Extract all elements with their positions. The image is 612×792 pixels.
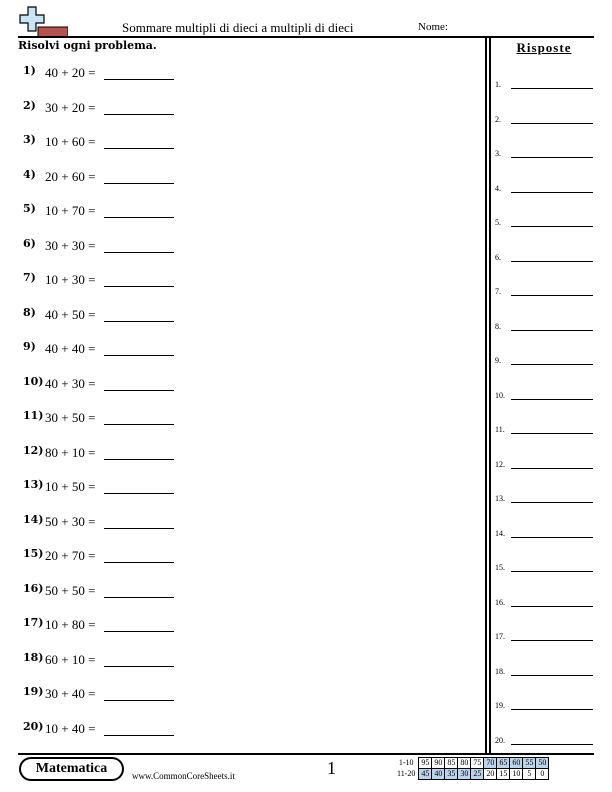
problem-expression: 10 + 80 = bbox=[45, 617, 96, 632]
problem-number: 19) bbox=[23, 685, 44, 698]
score-cell: 10 bbox=[510, 769, 523, 780]
answer-item bbox=[495, 734, 595, 750]
column-divider bbox=[489, 37, 491, 753]
answer-blank[interactable] bbox=[104, 252, 174, 253]
answer-number: 6. bbox=[495, 252, 501, 262]
answer-item bbox=[495, 596, 595, 612]
answer-number: 1. bbox=[495, 80, 501, 89]
answer-blank[interactable] bbox=[104, 79, 174, 80]
answer-blank[interactable] bbox=[104, 217, 174, 218]
score-cell: 5 bbox=[523, 769, 536, 780]
problem-number: 4) bbox=[23, 167, 36, 181]
problem-item bbox=[18, 64, 218, 84]
answer-blank[interactable] bbox=[104, 114, 174, 115]
score-cell: 85 bbox=[445, 758, 458, 769]
score-cell: 80 bbox=[458, 758, 471, 769]
answer-line[interactable] bbox=[511, 433, 593, 434]
answer-item bbox=[495, 699, 595, 715]
problem-number: 6) bbox=[23, 236, 36, 250]
answer-number: 10. bbox=[495, 390, 505, 400]
site-url: www.CommonCoreSheets.it bbox=[132, 771, 235, 781]
score-cell: 65 bbox=[497, 758, 510, 769]
answer-blank[interactable] bbox=[104, 528, 174, 529]
answer-number: 16. bbox=[495, 597, 505, 607]
problem-expression: 20 + 60 = bbox=[45, 168, 96, 184]
answer-number: 9. bbox=[495, 356, 501, 365]
problem-number: 7) bbox=[23, 271, 36, 284]
problem-number: 2) bbox=[23, 98, 36, 112]
score-cell: 75 bbox=[471, 758, 484, 769]
problem-expression: 50 + 50 = bbox=[45, 582, 96, 598]
score-cell: 70 bbox=[484, 758, 497, 769]
answer-item bbox=[495, 389, 595, 405]
answer-item bbox=[495, 320, 595, 336]
answer-item bbox=[495, 216, 595, 232]
problem-number: 8) bbox=[23, 305, 36, 319]
problem-expression: 10 + 70 = bbox=[45, 203, 96, 218]
answer-blank[interactable] bbox=[104, 631, 174, 632]
problem-item bbox=[18, 133, 218, 153]
answer-item bbox=[495, 113, 595, 129]
worksheet-title: Sommare multipli di dieci a multipli di dieci bbox=[122, 20, 354, 35]
brand-label: Matematica bbox=[21, 759, 122, 779]
answer-line[interactable] bbox=[511, 744, 593, 745]
answer-line[interactable] bbox=[511, 502, 593, 503]
score-cell: 50 bbox=[536, 758, 549, 769]
answers-title: Risposte bbox=[516, 40, 572, 55]
answer-line[interactable] bbox=[511, 571, 593, 572]
problem-item bbox=[18, 271, 218, 291]
answer-number: 7. bbox=[495, 287, 501, 296]
brand-badge bbox=[19, 757, 124, 781]
problem-number: 9) bbox=[23, 340, 36, 353]
problem-expression: 30 + 40 = bbox=[45, 686, 96, 701]
problem-item bbox=[18, 237, 218, 257]
answer-blank[interactable] bbox=[104, 286, 174, 287]
problem-expression: 10 + 30 = bbox=[45, 272, 96, 287]
problem-item bbox=[18, 168, 218, 188]
answer-blank[interactable] bbox=[104, 355, 174, 356]
answer-number: 5. bbox=[495, 218, 501, 227]
problem-number: 14) bbox=[23, 512, 44, 526]
problem-expression: 10 + 50 = bbox=[45, 479, 96, 494]
problem-number: 12) bbox=[23, 443, 44, 457]
footer-divider bbox=[18, 753, 594, 755]
answer-number: 4. bbox=[495, 183, 501, 193]
problem-expression: 10 + 40 = bbox=[45, 720, 96, 736]
answer-number: 20. bbox=[495, 735, 505, 745]
problem-item bbox=[18, 409, 218, 429]
score-cell: 0 bbox=[536, 769, 549, 780]
answer-blank[interactable] bbox=[104, 493, 174, 494]
name-label: Nome: bbox=[418, 21, 448, 33]
problem-item bbox=[18, 478, 218, 498]
answer-blank[interactable] bbox=[104, 735, 174, 736]
answer-line[interactable] bbox=[511, 295, 593, 296]
answer-line[interactable] bbox=[511, 709, 593, 710]
answer-item bbox=[495, 665, 595, 681]
problem-expression: 40 + 20 = bbox=[45, 65, 96, 80]
answer-item bbox=[495, 423, 595, 439]
problem-item bbox=[18, 616, 218, 636]
answer-blank[interactable] bbox=[104, 148, 174, 149]
answer-blank[interactable] bbox=[104, 597, 174, 598]
score-cell: 25 bbox=[471, 769, 484, 780]
answer-item bbox=[495, 182, 595, 198]
answer-blank[interactable] bbox=[104, 700, 174, 701]
answer-number: 14. bbox=[495, 528, 505, 538]
answer-line[interactable] bbox=[511, 192, 593, 193]
problem-item bbox=[18, 202, 218, 222]
problem-item bbox=[18, 720, 218, 740]
score-row bbox=[395, 758, 549, 769]
score-cell: 55 bbox=[523, 758, 536, 769]
score-cell: 15 bbox=[497, 769, 510, 780]
page-number: 1 bbox=[327, 758, 336, 778]
answer-line[interactable] bbox=[511, 261, 593, 262]
problem-number: 5) bbox=[23, 202, 36, 215]
problem-item bbox=[18, 340, 218, 360]
score-cell: 60 bbox=[510, 758, 523, 769]
problem-item bbox=[18, 444, 218, 464]
answer-item bbox=[495, 561, 595, 577]
problem-number: 11) bbox=[23, 409, 44, 422]
problem-number: 17) bbox=[23, 616, 44, 629]
answer-blank[interactable] bbox=[104, 424, 174, 425]
problem-expression: 30 + 30 = bbox=[45, 237, 96, 253]
answer-item bbox=[495, 78, 595, 94]
problem-number: 3) bbox=[23, 133, 36, 146]
answer-number: 3. bbox=[495, 149, 501, 158]
answer-blank[interactable] bbox=[104, 390, 174, 391]
answer-item bbox=[495, 147, 595, 163]
answer-number: 12. bbox=[495, 459, 505, 469]
score-row-label: 11-20 bbox=[397, 769, 416, 778]
score-row-label: 1-10 bbox=[398, 758, 414, 767]
score-cell: 30 bbox=[458, 769, 471, 780]
answer-number: 19. bbox=[495, 701, 505, 710]
score-row bbox=[395, 769, 549, 780]
score-table bbox=[395, 757, 549, 780]
instructions: Risolvi ogni problema. bbox=[18, 39, 157, 52]
problem-item bbox=[18, 99, 218, 119]
problem-number: 16) bbox=[23, 581, 44, 595]
problem-expression: 40 + 40 = bbox=[45, 341, 96, 356]
answer-line[interactable] bbox=[511, 606, 593, 607]
column-divider bbox=[485, 37, 487, 753]
problem-expression: 30 + 20 = bbox=[45, 99, 96, 115]
answer-line[interactable] bbox=[511, 88, 593, 89]
problem-number: 15) bbox=[23, 547, 44, 560]
problem-expression: 50 + 30 = bbox=[45, 513, 96, 529]
answer-line[interactable] bbox=[511, 468, 593, 469]
answer-number: 13. bbox=[495, 494, 505, 503]
problem-item bbox=[18, 513, 218, 533]
answer-blank[interactable] bbox=[104, 666, 174, 667]
problem-expression: 80 + 10 = bbox=[45, 444, 96, 460]
problem-item bbox=[18, 547, 218, 567]
problem-expression: 30 + 50 = bbox=[45, 410, 96, 425]
answer-number: 18. bbox=[495, 666, 505, 676]
problem-expression: 60 + 10 = bbox=[45, 651, 96, 667]
problem-item bbox=[18, 685, 218, 705]
answer-item bbox=[495, 251, 595, 267]
problem-expression: 10 + 60 = bbox=[45, 134, 96, 149]
answer-number: 17. bbox=[495, 632, 505, 641]
answer-line[interactable] bbox=[511, 399, 593, 400]
answer-blank[interactable] bbox=[104, 183, 174, 184]
score-cell: 45 bbox=[419, 769, 432, 780]
answer-number: 15. bbox=[495, 563, 505, 572]
answer-number: 8. bbox=[495, 321, 501, 331]
answer-line[interactable] bbox=[511, 675, 593, 676]
answer-item bbox=[495, 285, 595, 301]
problem-expression: 20 + 70 = bbox=[45, 548, 96, 563]
answer-blank[interactable] bbox=[104, 562, 174, 563]
plus-sign-logo-icon bbox=[18, 5, 68, 37]
answer-item bbox=[495, 458, 595, 474]
score-cell: 90 bbox=[432, 758, 445, 769]
score-cell: 95 bbox=[419, 758, 432, 769]
problem-item bbox=[18, 375, 218, 395]
answer-line[interactable] bbox=[511, 226, 593, 227]
problem-item bbox=[18, 582, 218, 602]
problem-number: 13) bbox=[23, 478, 44, 491]
answer-line[interactable] bbox=[511, 537, 593, 538]
answer-line[interactable] bbox=[511, 123, 593, 124]
answer-line[interactable] bbox=[511, 157, 593, 158]
answer-number: 11. bbox=[495, 425, 505, 434]
answer-item bbox=[495, 527, 595, 543]
problem-expression: 40 + 30 = bbox=[45, 375, 96, 391]
answer-item bbox=[495, 630, 595, 646]
problem-item bbox=[18, 651, 218, 671]
problem-number: 10) bbox=[23, 374, 44, 388]
score-cell: 20 bbox=[484, 769, 497, 780]
problem-item bbox=[18, 306, 218, 326]
problem-expression: 40 + 50 = bbox=[45, 306, 96, 322]
score-cell: 40 bbox=[432, 769, 445, 780]
answer-number: 2. bbox=[495, 114, 501, 124]
header-divider bbox=[18, 36, 594, 38]
answer-blank[interactable] bbox=[104, 459, 174, 460]
answer-line[interactable] bbox=[511, 330, 593, 331]
problem-number: 20) bbox=[23, 719, 44, 733]
answer-item bbox=[495, 492, 595, 508]
answer-item bbox=[495, 354, 595, 370]
problem-number: 18) bbox=[23, 650, 44, 664]
answer-line[interactable] bbox=[511, 364, 593, 365]
score-cell: 35 bbox=[445, 769, 458, 780]
problem-number: 1) bbox=[23, 64, 36, 77]
answer-blank[interactable] bbox=[104, 321, 174, 322]
answer-line[interactable] bbox=[511, 640, 593, 641]
